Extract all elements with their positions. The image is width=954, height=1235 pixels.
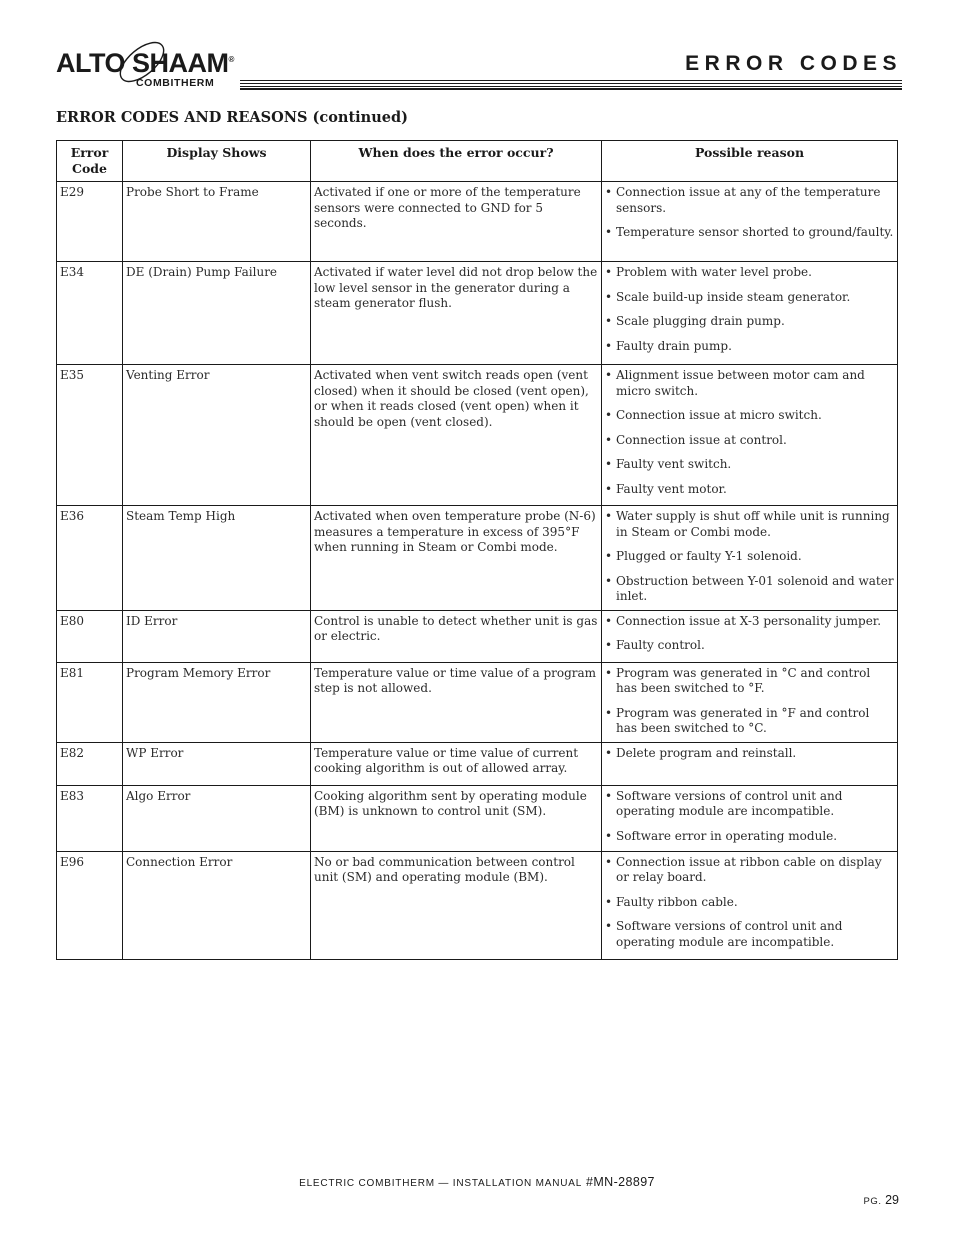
bullet-icon: • xyxy=(605,289,613,304)
when-occurs-cell: Activated if one or more of the temperature sensors were connected to GND for 5 seconds. xyxy=(311,182,602,262)
bullet-icon: • xyxy=(605,828,613,843)
reason-text: Temperature sensor shorted to ground/faulty. xyxy=(616,225,894,239)
bullet-icon: • xyxy=(605,549,613,563)
column-header-error-code: Error Code xyxy=(57,141,123,182)
possible-reason-cell xyxy=(602,662,898,742)
display-shows-cell: Venting Error xyxy=(123,365,311,506)
error-code-cell: E96 xyxy=(57,851,123,959)
reason-list xyxy=(605,789,894,845)
bullet-icon: • xyxy=(605,185,613,199)
bullet-icon: • xyxy=(605,705,613,720)
display-shows-cell: DE (Drain) Pump Failure xyxy=(123,262,311,365)
possible-reason-cell xyxy=(602,506,898,611)
table-row xyxy=(57,610,898,662)
reason-item xyxy=(605,919,894,950)
reason-text: Obstruction between Y-01 solenoid and water inlet. xyxy=(616,573,894,603)
reason-list xyxy=(605,614,894,654)
bullet-icon: • xyxy=(605,481,613,496)
reason-text: Delete program and reinstall. xyxy=(616,745,797,760)
when-occurs-cell: Control is unable to detect whether unit is gas or electric. xyxy=(311,610,602,662)
reason-item xyxy=(605,789,894,820)
possible-reason-cell xyxy=(602,365,898,506)
when-occurs-cell: Temperature value or time value of current cooking algorithm is out of allowed array. xyxy=(311,742,602,785)
reason-item xyxy=(605,433,894,449)
bullet-icon: • xyxy=(605,314,613,328)
error-code-cell: E82 xyxy=(57,742,123,785)
reason-item xyxy=(605,314,894,330)
column-header-possible-reason: Possible reason xyxy=(602,141,898,182)
reason-item xyxy=(605,614,894,630)
reason-text: Scale plugging drain pump. xyxy=(616,314,785,328)
reason-item xyxy=(605,638,894,654)
reason-item xyxy=(605,509,894,540)
reason-item xyxy=(605,482,894,498)
bullet-icon: • xyxy=(605,368,613,382)
column-header-when: When does the error occur? xyxy=(311,141,602,182)
reason-list xyxy=(605,265,894,354)
reason-item xyxy=(605,225,894,241)
reason-list xyxy=(605,509,894,605)
reason-text: Software versions of control unit and operating module are incompatible. xyxy=(616,788,843,818)
reason-item xyxy=(605,574,894,605)
section-title: ERROR CODES AND REASONS (continued) xyxy=(56,109,408,126)
display-shows-cell: Steam Temp High xyxy=(123,506,311,611)
reason-item xyxy=(605,666,894,697)
when-occurs-cell: Activated when oven temperature probe (N-6) measures a temperature in excess of 395°F when running in Steam or Combi mode. xyxy=(311,506,602,611)
display-shows-cell: ID Error xyxy=(123,610,311,662)
reason-text: Program was generated in °F and control has been switched to °C. xyxy=(616,705,870,735)
reason-text: Water supply is shut off while unit is running in Steam or Combi mode. xyxy=(616,509,890,539)
possible-reason-cell xyxy=(602,851,898,959)
reason-item xyxy=(605,895,894,911)
reason-item xyxy=(605,185,894,216)
reason-text: Faulty drain pump. xyxy=(616,338,732,353)
bullet-icon: • xyxy=(605,408,613,422)
reason-item xyxy=(605,549,894,565)
error-code-cell: E81 xyxy=(57,662,123,742)
table-row xyxy=(57,662,898,742)
table-row xyxy=(57,262,898,365)
reason-list xyxy=(605,855,894,951)
reason-list xyxy=(605,185,894,241)
error-code-cell: E80 xyxy=(57,610,123,662)
error-code-cell: E83 xyxy=(57,785,123,851)
display-shows-cell: Probe Short to Frame xyxy=(123,182,311,262)
reason-text: Faulty ribbon cable. xyxy=(616,894,738,909)
reason-list xyxy=(605,368,894,497)
bullet-icon: • xyxy=(605,225,613,239)
column-header-display-shows: Display Shows xyxy=(123,141,311,182)
display-shows-cell: Connection Error xyxy=(123,851,311,959)
bullet-icon: • xyxy=(605,919,613,933)
reason-text: Program was generated in °C and control has been switched to °F. xyxy=(616,665,871,695)
reason-text: Faulty vent switch. xyxy=(616,457,732,471)
when-occurs-cell: Activated when vent switch reads open (vent closed) when it should be closed (vent open), or when it reads closed (vent open) when it should be open (vent closed). xyxy=(311,365,602,506)
possible-reason-cell xyxy=(602,785,898,851)
reason-item xyxy=(605,706,894,737)
bullet-icon: • xyxy=(605,665,613,680)
reason-item xyxy=(605,290,894,306)
reason-text: Connection issue at X-3 personality jumper. xyxy=(616,613,882,628)
header-rules xyxy=(240,80,902,91)
display-shows-cell: WP Error xyxy=(123,742,311,785)
reason-item xyxy=(605,339,894,355)
page-heading: ERROR CODES xyxy=(685,52,902,75)
bullet-icon: • xyxy=(605,854,613,869)
reason-item xyxy=(605,265,894,281)
table-row xyxy=(57,742,898,785)
bullet-icon: • xyxy=(605,265,613,279)
display-shows-cell: Program Memory Error xyxy=(123,662,311,742)
bullet-icon: • xyxy=(605,432,613,447)
table-row xyxy=(57,785,898,851)
reason-text: Plugged or faulty Y-1 solenoid. xyxy=(616,549,802,563)
error-code-cell: E34 xyxy=(57,262,123,365)
possible-reason-cell xyxy=(602,262,898,365)
bullet-icon: • xyxy=(605,638,613,652)
error-codes-table xyxy=(56,140,898,960)
reason-text: Connection issue at ribbon cable on display or relay board. xyxy=(616,854,882,884)
reason-item xyxy=(605,746,894,762)
bullet-icon: • xyxy=(605,338,613,353)
reason-item xyxy=(605,408,894,424)
error-code-cell: E36 xyxy=(57,506,123,611)
bullet-icon: • xyxy=(605,613,613,628)
bullet-icon: • xyxy=(605,788,613,803)
display-shows-cell: Algo Error xyxy=(123,785,311,851)
reason-list xyxy=(605,666,894,737)
possible-reason-cell xyxy=(602,610,898,662)
reason-item xyxy=(605,457,894,473)
error-code-cell: E35 xyxy=(57,365,123,506)
reason-item xyxy=(605,368,894,399)
reason-text: Alignment issue between motor cam and micro switch. xyxy=(616,368,865,398)
table-row xyxy=(57,365,898,506)
bullet-icon: • xyxy=(605,509,613,523)
possible-reason-cell xyxy=(602,742,898,785)
bullet-icon: • xyxy=(605,894,613,909)
error-code-cell: E29 xyxy=(57,182,123,262)
page-number: PG. 29 xyxy=(863,1193,899,1207)
reason-text: Connection issue at micro switch. xyxy=(616,408,822,422)
reason-text: Scale build-up inside steam generator. xyxy=(616,289,851,304)
possible-reason-cell xyxy=(602,182,898,262)
alto-shaam-logo xyxy=(56,30,236,90)
reason-text: Software error in operating module. xyxy=(616,828,838,843)
when-occurs-cell: Cooking algorithm sent by operating module (BM) is unknown to control unit (SM). xyxy=(311,785,602,851)
logo-subtitle: COMBITHERM xyxy=(136,77,215,89)
bullet-icon: • xyxy=(605,457,613,471)
reason-text: Faulty vent motor. xyxy=(616,481,727,496)
footer-manual-title: ELECTRIC COMBITHERM — INSTALLATION MANUAL #MN-28897 xyxy=(299,1175,655,1189)
reason-text: Problem with water level probe. xyxy=(616,265,812,279)
logo-wordmark: ALTO SHAAM® xyxy=(56,48,234,78)
table-row xyxy=(57,851,898,959)
table-row xyxy=(57,506,898,611)
when-occurs-cell: Activated if water level did not drop below the low level sensor in the generator during a steam generator flush. xyxy=(311,262,602,365)
when-occurs-cell: No or bad communication between control unit (SM) and operating module (BM). xyxy=(311,851,602,959)
reason-text: Connection issue at any of the temperature sensors. xyxy=(616,185,881,215)
reason-item xyxy=(605,829,894,845)
table-row xyxy=(57,182,898,262)
bullet-icon: • xyxy=(605,745,613,760)
reason-text: Software versions of control unit and operating module are incompatible. xyxy=(616,919,843,949)
reason-list xyxy=(605,746,894,762)
when-occurs-cell: Temperature value or time value of a program step is not allowed. xyxy=(311,662,602,742)
bullet-icon: • xyxy=(605,573,613,588)
table-header-row xyxy=(57,141,898,182)
reason-text: Connection issue at control. xyxy=(616,432,787,447)
reason-item xyxy=(605,855,894,886)
reason-text: Faulty control. xyxy=(616,638,705,652)
